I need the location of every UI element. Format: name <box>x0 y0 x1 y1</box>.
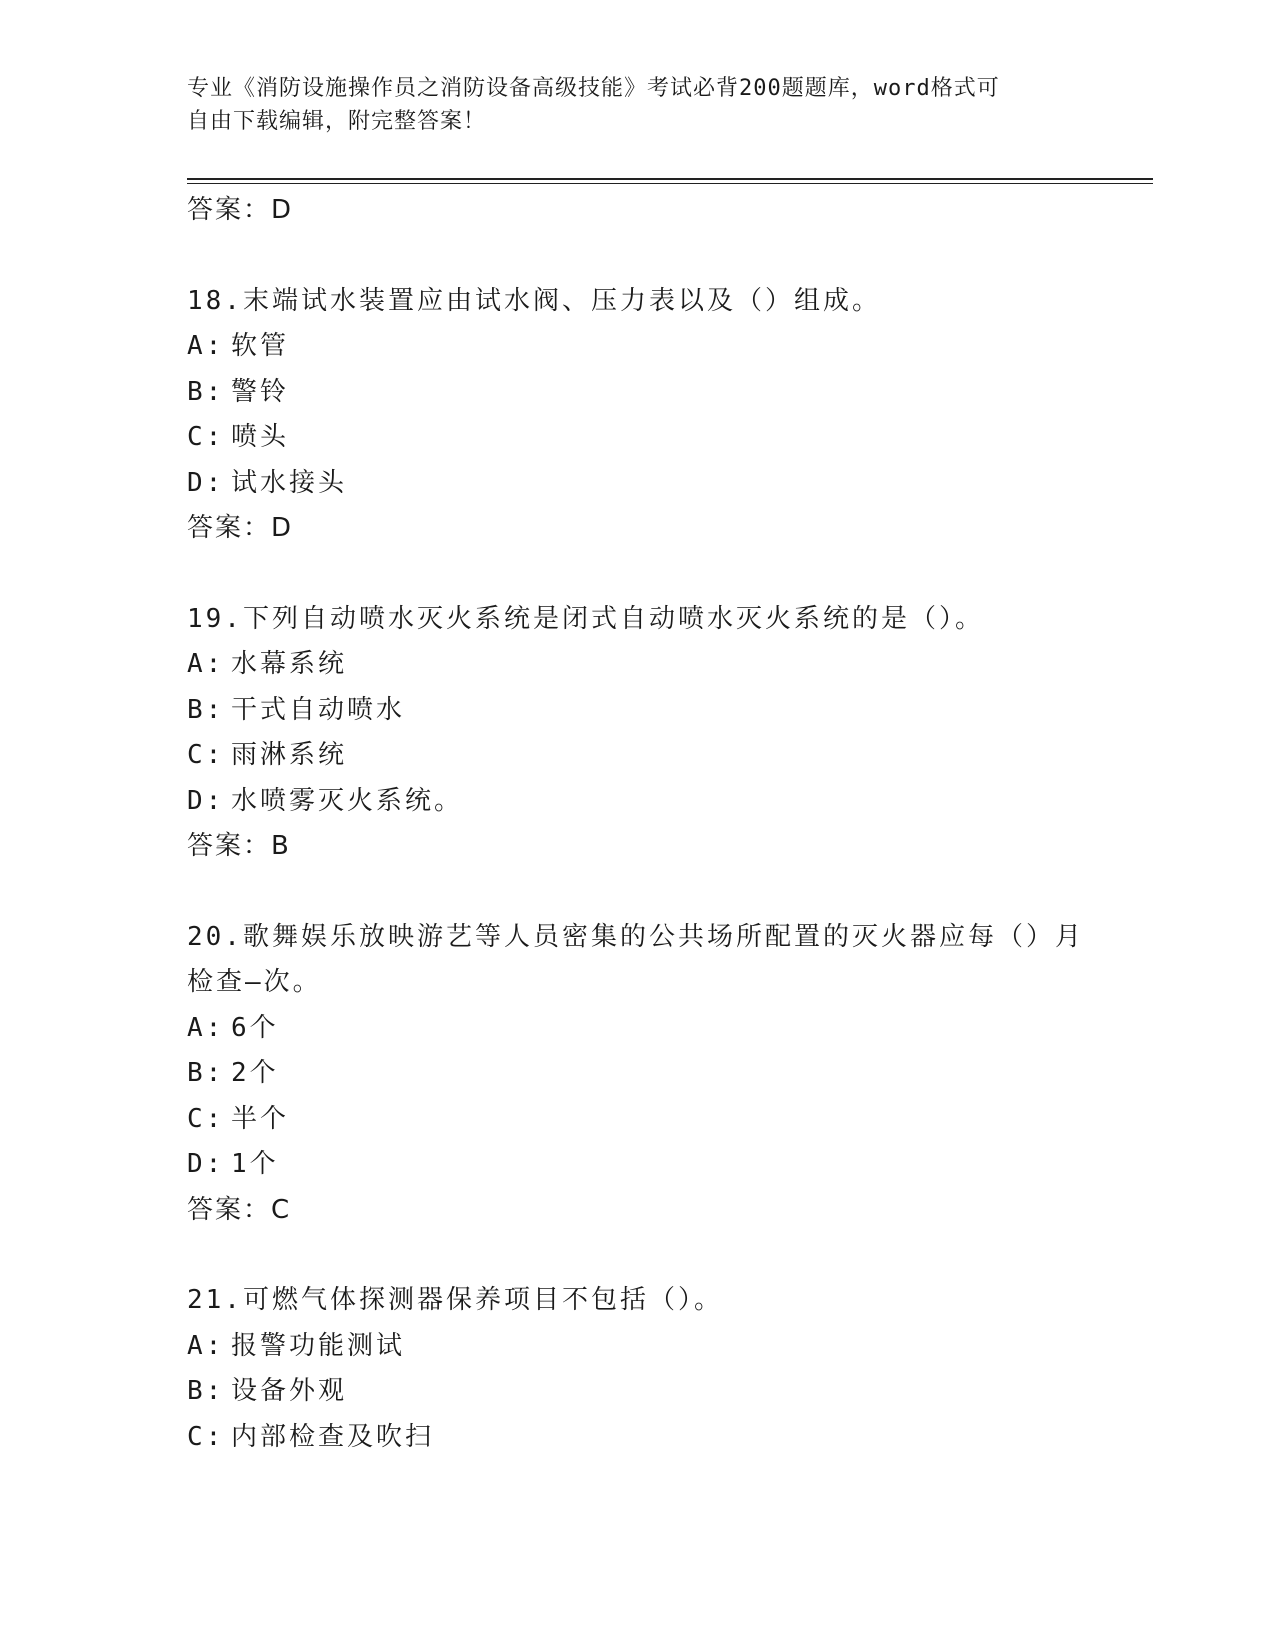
answer-line: 答案：B <box>187 831 291 861</box>
option-text: 报警功能测试 <box>231 1330 406 1361</box>
question-stem-line-2: 检查—次。 <box>187 967 322 997</box>
option-key: B: <box>187 1058 225 1088</box>
question-21 <box>187 1278 1087 1460</box>
header-line-2: 自由下载编辑，附完整答案！ <box>187 109 487 134</box>
option-a <box>187 324 1087 370</box>
option-key: B: <box>187 694 225 725</box>
header-rule-thick <box>187 178 1153 180</box>
option-text: 内部检查及吹扫 <box>231 1421 435 1452</box>
option-key: C: <box>187 1103 225 1134</box>
question-stem-line-1: 20.歌舞娱乐放映游艺等人员密集的公共场所配置的灭火器应每（）月 <box>187 921 1084 952</box>
option-b <box>187 688 1087 734</box>
option-key: B: <box>187 1376 225 1406</box>
option-key: A: <box>187 649 225 679</box>
option-b <box>187 370 1087 416</box>
option-text: 半个 <box>231 1103 290 1134</box>
spacer <box>187 234 1087 279</box>
option-key: C: <box>187 740 225 770</box>
option-b <box>187 1369 1087 1415</box>
option-key: A: <box>187 1330 225 1361</box>
option-text: 1个 <box>231 1149 279 1179</box>
option-b <box>187 1051 1087 1097</box>
option-key: D: <box>187 467 225 498</box>
option-text: 6个 <box>231 1012 279 1043</box>
option-key: B: <box>187 376 225 407</box>
document-header <box>187 72 1087 138</box>
option-a <box>187 1324 1087 1370</box>
option-text: 雨淋系统 <box>231 740 348 770</box>
option-text: 试水接头 <box>231 467 348 498</box>
option-d <box>187 779 1087 825</box>
option-text: 设备外观 <box>231 1376 348 1406</box>
option-c <box>187 1415 1087 1461</box>
option-text: 干式自动喷水 <box>231 694 406 725</box>
option-key: D: <box>187 785 225 816</box>
option-text: 水幕系统 <box>231 649 348 679</box>
option-text: 软管 <box>231 331 290 361</box>
option-a <box>187 1006 1087 1052</box>
option-c <box>187 733 1087 779</box>
question-18 <box>187 279 1087 552</box>
header-rule-thin <box>187 183 1153 184</box>
question-stem: 18.末端试水装置应由试水阀、压力表以及（）组成。 <box>187 285 881 316</box>
question-19 <box>187 597 1087 870</box>
spacer <box>187 870 1087 915</box>
option-text: 喷头 <box>231 422 290 452</box>
option-key: A: <box>187 331 225 361</box>
option-key: D: <box>187 1149 225 1179</box>
answer-line: 答案：D <box>187 195 294 225</box>
question-20 <box>187 915 1087 1234</box>
option-c <box>187 415 1087 461</box>
answer-line: 答案：D <box>187 513 294 543</box>
option-a <box>187 642 1087 688</box>
header-line-1: 专业《消防设施操作员之消防设备高级技能》考试必背200题题库，word格式可 <box>187 76 1000 101</box>
question-stem: 19.下列自动喷水灭火系统是闭式自动喷水灭火系统的是（）。 <box>187 603 984 634</box>
option-text: 水喷雾灭火系统。 <box>231 785 464 816</box>
spacer <box>187 1233 1087 1278</box>
question-stem: 21.可燃气体探测器保养项目不包括（）。 <box>187 1285 723 1315</box>
option-key: C: <box>187 1421 225 1452</box>
option-d <box>187 461 1087 507</box>
option-text: 2个 <box>231 1058 279 1088</box>
option-key: C: <box>187 422 225 452</box>
answer-line: 答案：C <box>187 1194 292 1225</box>
question-list <box>187 188 1087 1460</box>
option-d <box>187 1142 1087 1188</box>
option-c <box>187 1097 1087 1143</box>
option-key: A: <box>187 1012 225 1043</box>
spacer <box>187 552 1087 597</box>
option-text: 警铃 <box>231 376 290 407</box>
